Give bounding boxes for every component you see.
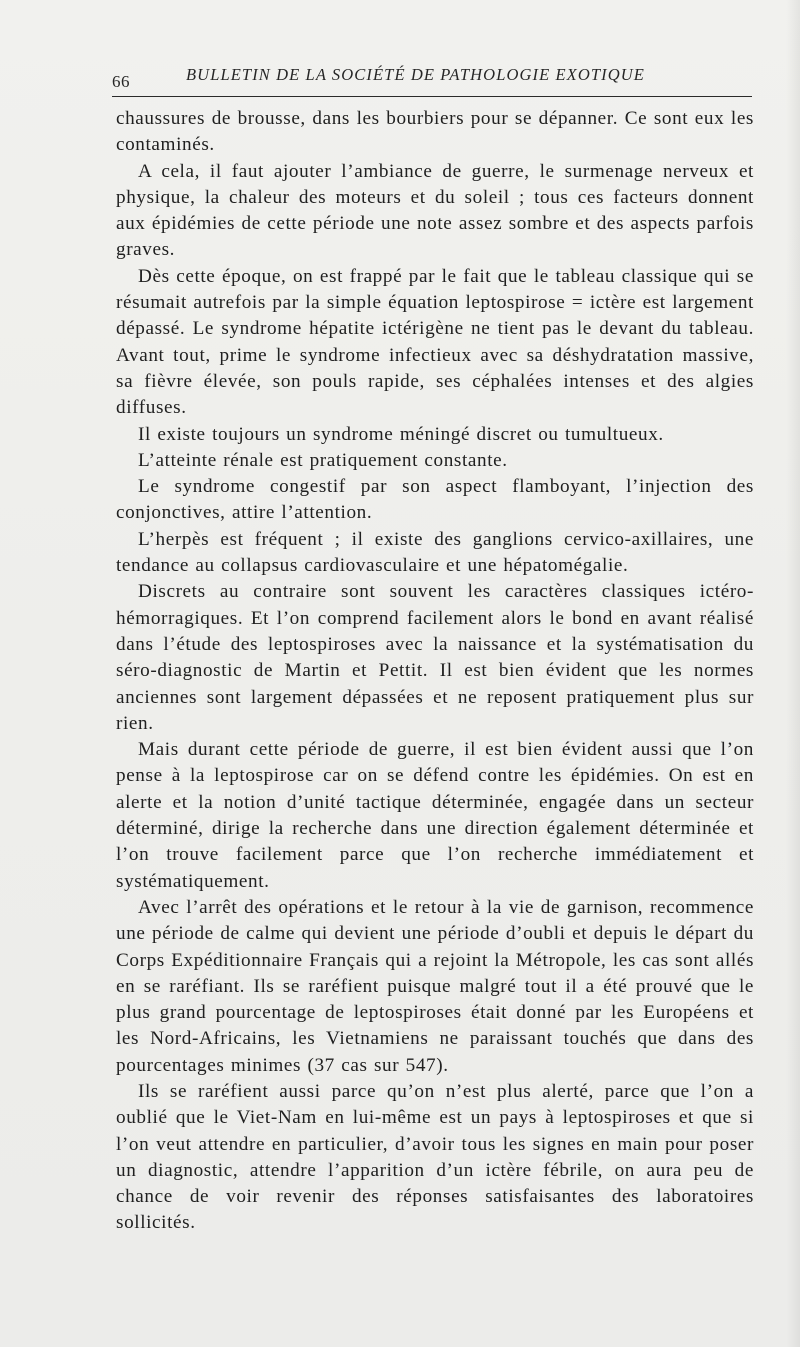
article-body bbox=[116, 106, 754, 1237]
paragraph-meningeal-syndrome: Il existe toujours un syndrome méningé discret ou tumultueux. bbox=[138, 423, 664, 445]
paragraph-icterohemorrhagic: Discrets au contraire sont souvent les caractères classiques ictéro-hémorragiques. Et l’on comprend facilement alors le bond en avant réalisé dans l’étude des leptospiroses avec la naissance et la systématisation du séro-diagnostic de Martin et Pettit. Il est bien évident que les normes anciennes sont largement dépassées et ne reposent pratiquement plus sur rien. bbox=[116, 581, 754, 734]
paragraph-continuation: chaussures de brousse, dans les bourbiers pour se dépanner. Ce sont eux les contaminés. bbox=[116, 108, 754, 156]
paragraph-war-period: Mais durant cette période de guerre, il est bien évident aussi que l’on pense à la leptospirose car on se défend contre les épidémies. On est en alerte et la notion d’unité tactique déterminée, engagée dans un secteur déterminé, dirige la recherche dans une direction également déterminée et l’on trouve facilement parce que l’on recherche immédiatement et systématiquement. bbox=[116, 739, 754, 892]
paragraph-rarefaction: Ils se raréfient aussi parce qu’on n’est plus alerté, parce que l’on a oublié que le Viet-Nam en lui-même est un pays à leptospiroses et que si l’on veut attendre en particulier, d’avoir tous les signes en main pour poser un diagnostic, attendre l’apparition d’un ictère fébrile, on aura peu de chance de voir revenir des réponses satisfaisantes des laboratoires sollicités. bbox=[116, 1080, 754, 1234]
paragraph-war-ambiance: A cela, il faut ajouter l’ambiance de guerre, le surmenage nerveux et physique, la chaleur des moteurs et du soleil ; tous ces facteurs donnent aux épidémies de cette période une note assez sombre et des aspects parfois graves. bbox=[116, 160, 754, 261]
paragraph-renal-involvement: L’atteinte rénale est pratiquement constante. bbox=[138, 449, 508, 471]
paragraph-garrison-life: Avec l’arrêt des opérations et le retour à la vie de garnison, recommence une période de calme qui devient une période d’oubli et depuis le départ du Corps Expéditionnaire Français qui a rejoint la Métropole, les cas sont allés en se raréfiant. Ils se raréfient puisque malgré tout il a été prouvé que le plus grand pourcentage de leptospiroses était donné par les Européens et les Nord-Africains, les Vietnamiens ne paraissant touchés que dans des pourcentages minimes (37 cas sur 547). bbox=[116, 896, 755, 1076]
paragraph-classic-picture: Dès cette époque, on est frappé par le fait que le tableau classique qui se résumait autrefois par la simple équation leptospirose = ictère est largement dépassé. Le syndrome hépatite ictérigène ne tient pas le devant du tableau. Avant tout, prime le syndrome infectieux avec sa déshydratation massive, sa fièvre élevée, son pouls rapide, ses céphalées intenses et des algies diffuses. bbox=[116, 265, 754, 419]
page-number: 66 bbox=[112, 72, 130, 91]
paragraph-congestive-syndrome: Le syndrome congestif par son aspect flamboyant, l’injection des conjonctives, attire l’attention. bbox=[116, 476, 754, 524]
paragraph-herpes: L’herpès est fréquent ; il existe des ganglions cervico-axillaires, une tendance au collapsus cardiovasculaire et une hépatomégalie. bbox=[116, 528, 754, 577]
page-header bbox=[112, 62, 752, 97]
journal-title: BULLETIN DE LA SOCIÉTÉ DE PATHOLOGIE EXOTIQUE bbox=[186, 65, 645, 84]
